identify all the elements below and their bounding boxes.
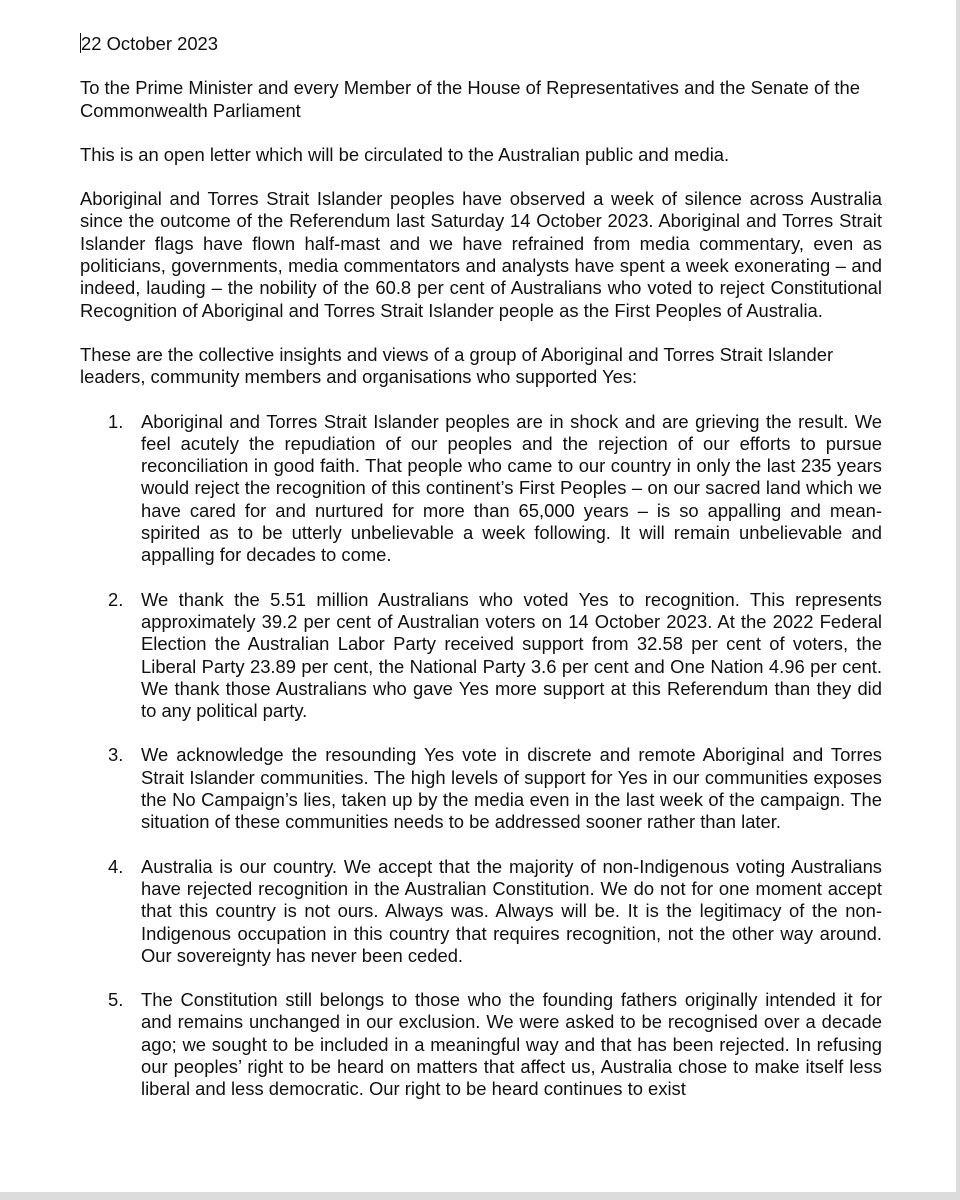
letter-context-paragraph: Aboriginal and Torres Strait Islander peoples have observed a week of silence across Australia since the outcome of the Referendum last Saturday 14 October 2023. Aboriginal and Torres Strait Islander flags have flown half-mast and we have refrained from media commentary, even as politicians, governments, media commentators and analysts have spent a week exonerating – and indeed, lauding – the nobility of the 60.8 per cent of Australians who voted to reject Constitutional Recognition of Aboriginal and Torres Strait Islander people as the First Peoples of Australia. [80, 188, 882, 321]
letter-lead-in: These are the collective insights and views of a group of Aboriginal and Torres Strait Islander leaders, community members and organisations who supported Yes: [80, 343, 834, 388]
list-item [80, 744, 882, 833]
list-item [80, 411, 882, 567]
list-item-number: 3. [108, 744, 124, 766]
list-item-number: 4. [108, 855, 124, 877]
list-item-text: We acknowledge the resounding Yes vote in discrete and remote Aboriginal and Torres Strait Islander communities. The high levels of support for Yes in our communities exposes the No Campaign’s lies, taken up by the media even in the last week of the campaign. The situation of these communities needs to be addressed sooner rather than later. [141, 744, 882, 833]
points-list [80, 411, 882, 1101]
list-item-number: 5. [108, 989, 124, 1011]
list-item [80, 856, 882, 967]
list-item [80, 989, 882, 1100]
letter-date: 22 October 2023 [81, 33, 219, 54]
list-item [80, 589, 882, 723]
letter-date-line [80, 33, 882, 55]
list-item-text: The Constitution still belongs to those who the founding fathers originally intended it for and remains unchanged in our exclusion. We were asked to be recognised over a decade ago; we sought to be included in a meaningful way and that has been rejected. In refusing our peoples’ right to be heard on matters that affect us, Australia chose to make itself less liberal and less democratic. Our right to be heard continues to exist [141, 989, 882, 1100]
list-item-text: We thank the 5.51 million Australians who voted Yes to recognition. This represents approximately 39.2 per cent of Australian voters on 14 October 2023. At the 2022 Federal Election the Australian Labor Party received support from 32.58 per cent of voters, the Liberal Party 23.89 per cent, the National Party 3.6 per cent and One Nation 4.96 per cent. We thank those Australians who gave Yes more support at this Referendum than they did to any political party. [141, 588, 882, 722]
letter-body [80, 33, 882, 1123]
list-item-text: Aboriginal and Torres Strait Islander peoples are in shock and are grieving the result. We feel acutely the repudiation of our peoples and the rejection of our efforts to pursue reconciliation in good faith. That people who came to our country in only the last 235 years would reject the recognition of this continent’s First Peoples – on our sacred land which we have cared for and nurtured for more than 65,000 years – is so appalling and mean-spirited as to be utterly unbelievable a week following. It will remain unbelievable and appalling for decades to come. [141, 410, 882, 566]
list-item-number: 2. [108, 588, 124, 610]
list-item-text: Australia is our country. We accept that the majority of non-Indigenous voting Australians have rejected recognition in the Australian Constitution. We do not for one moment accept that this country is not ours. Always was. Always will be. It is the legitimacy of the non-Indigenous occupation in this country that requires recognition, not the other way around. Our sovereignty has never been ceded. [141, 855, 882, 966]
letter-intro: This is an open letter which will be circulated to the Australian public and media. [80, 143, 730, 165]
letter-addressee: To the Prime Minister and every Member of the House of Representatives and the Senate of the Commonwealth Parliament [80, 77, 860, 121]
list-item-number: 1. [108, 410, 124, 432]
